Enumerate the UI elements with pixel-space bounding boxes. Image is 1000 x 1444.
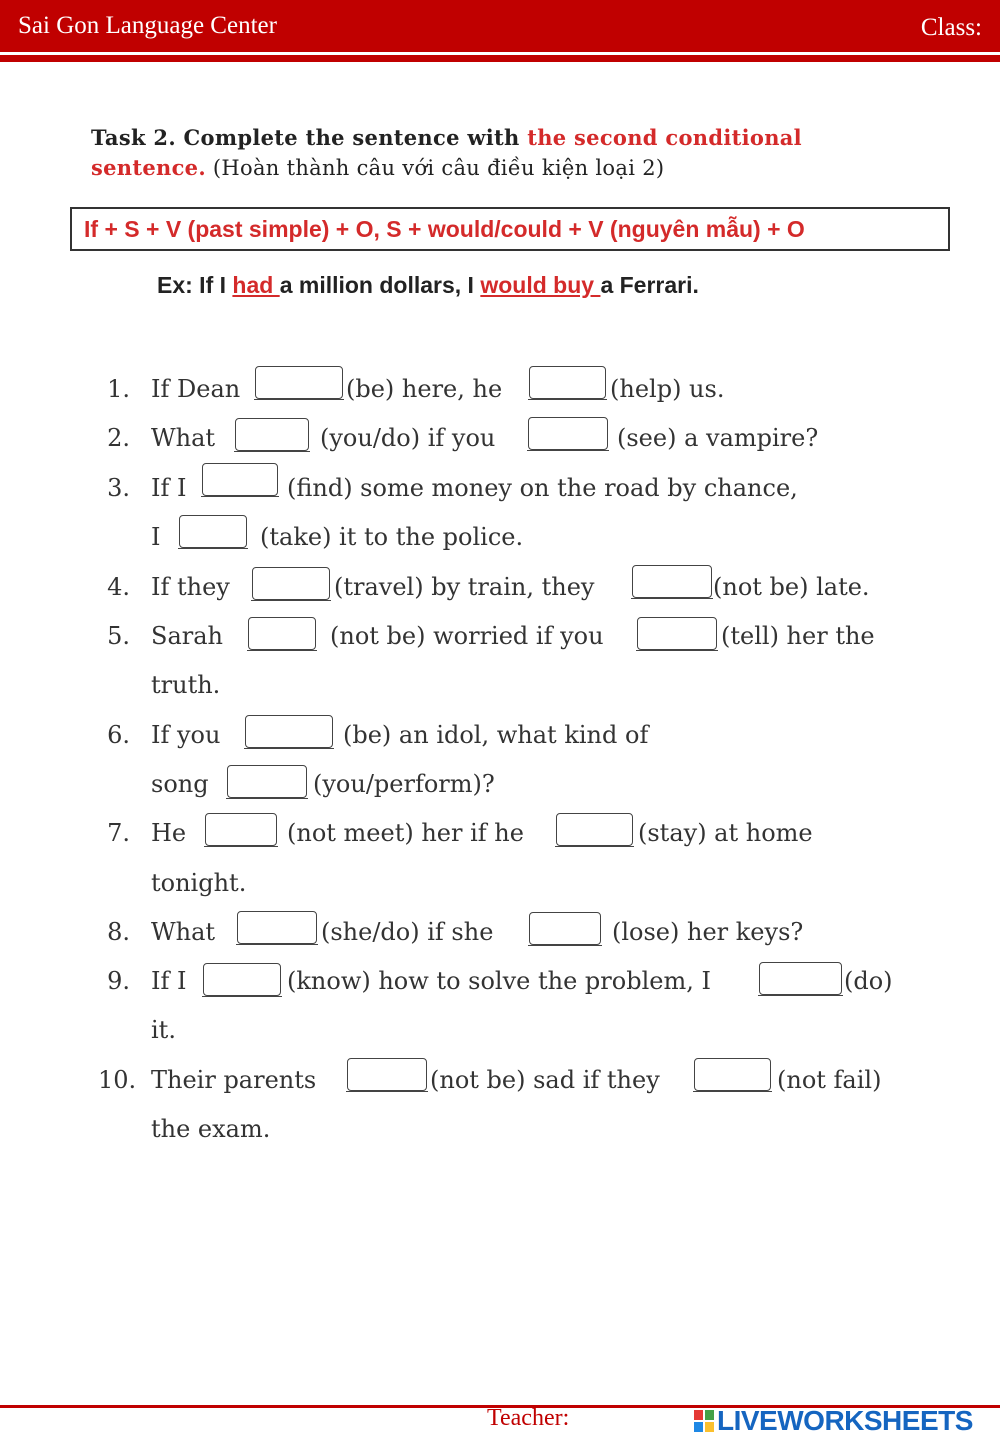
item-text: (tell) her the [721, 622, 875, 650]
answer-input-1b[interactable] [529, 366, 606, 399]
item-number: 4. [107, 573, 130, 601]
answer-input-5b[interactable] [637, 617, 717, 650]
item-text: (know) how to solve the problem, I [287, 967, 711, 995]
item-text: (travel) by train, they [334, 573, 595, 601]
answer-input-4b[interactable] [632, 565, 712, 598]
answer-input-5a[interactable] [248, 617, 316, 650]
item-number: 1. [107, 375, 130, 403]
answer-input-3b[interactable] [179, 515, 247, 548]
answer-input-1a[interactable] [255, 366, 343, 399]
example-part: a Ferrari. [600, 272, 699, 298]
answer-input-9a[interactable] [203, 963, 281, 996]
item-text: (you/perform)? [313, 770, 495, 798]
item-number: 10. [98, 1066, 137, 1094]
item-text: (not be) worried if you [330, 622, 604, 650]
brand-text: LIVEWORKSHEETS [717, 1405, 973, 1436]
item-text: (stay) at home [638, 819, 813, 847]
example-highlight: had [232, 272, 280, 298]
item-text: Sarah [151, 622, 223, 650]
answer-input-9b[interactable] [759, 962, 842, 995]
item-text: (find) some money on the road by chance, [287, 474, 798, 502]
answer-input-2b[interactable] [528, 417, 608, 450]
item-number: 6. [107, 721, 130, 749]
item-text: I [151, 523, 161, 551]
answer-input-8b[interactable] [529, 912, 601, 945]
item-text: If Dean [151, 375, 241, 403]
header-bar [0, 0, 1000, 52]
item-text: (help) us. [610, 375, 725, 403]
item-text: If I [151, 474, 187, 502]
item-number: 2. [107, 424, 130, 452]
liveworksheets-brand[interactable] [693, 1405, 973, 1437]
item-text: (take) it to the police. [260, 523, 524, 551]
item-number: 5. [107, 622, 130, 650]
item-text: truth. [151, 671, 221, 699]
example-part: Ex: If I [157, 272, 233, 298]
answer-input-4a[interactable] [252, 567, 330, 600]
item-text: (you/do) if you [320, 424, 496, 452]
item-text: (not meet) her if he [287, 819, 524, 847]
answer-input-6a[interactable] [245, 715, 333, 748]
item-text: song [151, 770, 209, 798]
liveworksheets-logo-icon [693, 1409, 715, 1433]
item-text: (see) a vampire? [617, 424, 819, 452]
item-text: If you [151, 721, 221, 749]
answer-input-7a[interactable] [205, 813, 277, 846]
item-number: 7. [107, 819, 130, 847]
answer-input-6b[interactable] [227, 765, 307, 798]
item-text: He [151, 819, 187, 847]
item-text: (lose) her keys? [612, 918, 804, 946]
item-text: tonight. [151, 869, 247, 897]
answer-input-10a[interactable] [347, 1058, 427, 1091]
item-text: the exam. [151, 1115, 271, 1143]
teacher-label: Teacher: [487, 1405, 570, 1431]
item-text: it. [151, 1016, 176, 1044]
task-prefix: Task 2. Complete the sentence with [91, 125, 528, 150]
item-text: (not fail) [777, 1066, 882, 1094]
item-text: (not be) late. [713, 573, 870, 601]
task-note: (Hoàn thành câu với câu điều kiện loại 2) [205, 156, 665, 180]
item-number: 8. [107, 918, 130, 946]
item-text: (not be) sad if they [430, 1066, 660, 1094]
answer-input-10b[interactable] [694, 1058, 771, 1091]
header-divider [0, 55, 1000, 62]
item-text: Their parents [151, 1066, 317, 1094]
item-text: (be) an idol, what kind of [343, 721, 649, 749]
item-text: (be) here, he [346, 375, 503, 403]
example-highlight: would buy [480, 272, 601, 298]
task-instruction [91, 123, 921, 183]
answer-input-3a[interactable] [202, 463, 278, 496]
formula-box: If + S + V (past simple) + O, S + would/could + V (nguyên mẫu) + O [70, 207, 950, 251]
answer-input-2a[interactable] [235, 418, 309, 451]
item-text: (she/do) if she [321, 918, 494, 946]
answer-input-7b[interactable] [556, 813, 633, 846]
item-text: What [151, 424, 216, 452]
answer-input-8a[interactable] [237, 911, 317, 944]
item-number: 3. [107, 474, 130, 502]
item-text: (do) [844, 967, 893, 995]
school-name: Sai Gon Language Center [18, 12, 277, 39]
class-label: Class: [920, 14, 982, 41]
example-part: a million dollars, I [279, 272, 481, 298]
item-number: 9. [107, 967, 130, 995]
example-sentence [157, 272, 699, 299]
item-text: What [151, 918, 216, 946]
item-text: If they [151, 573, 230, 601]
item-text: If I [151, 967, 187, 995]
task-highlight: the second conditional sentence. [91, 125, 802, 180]
